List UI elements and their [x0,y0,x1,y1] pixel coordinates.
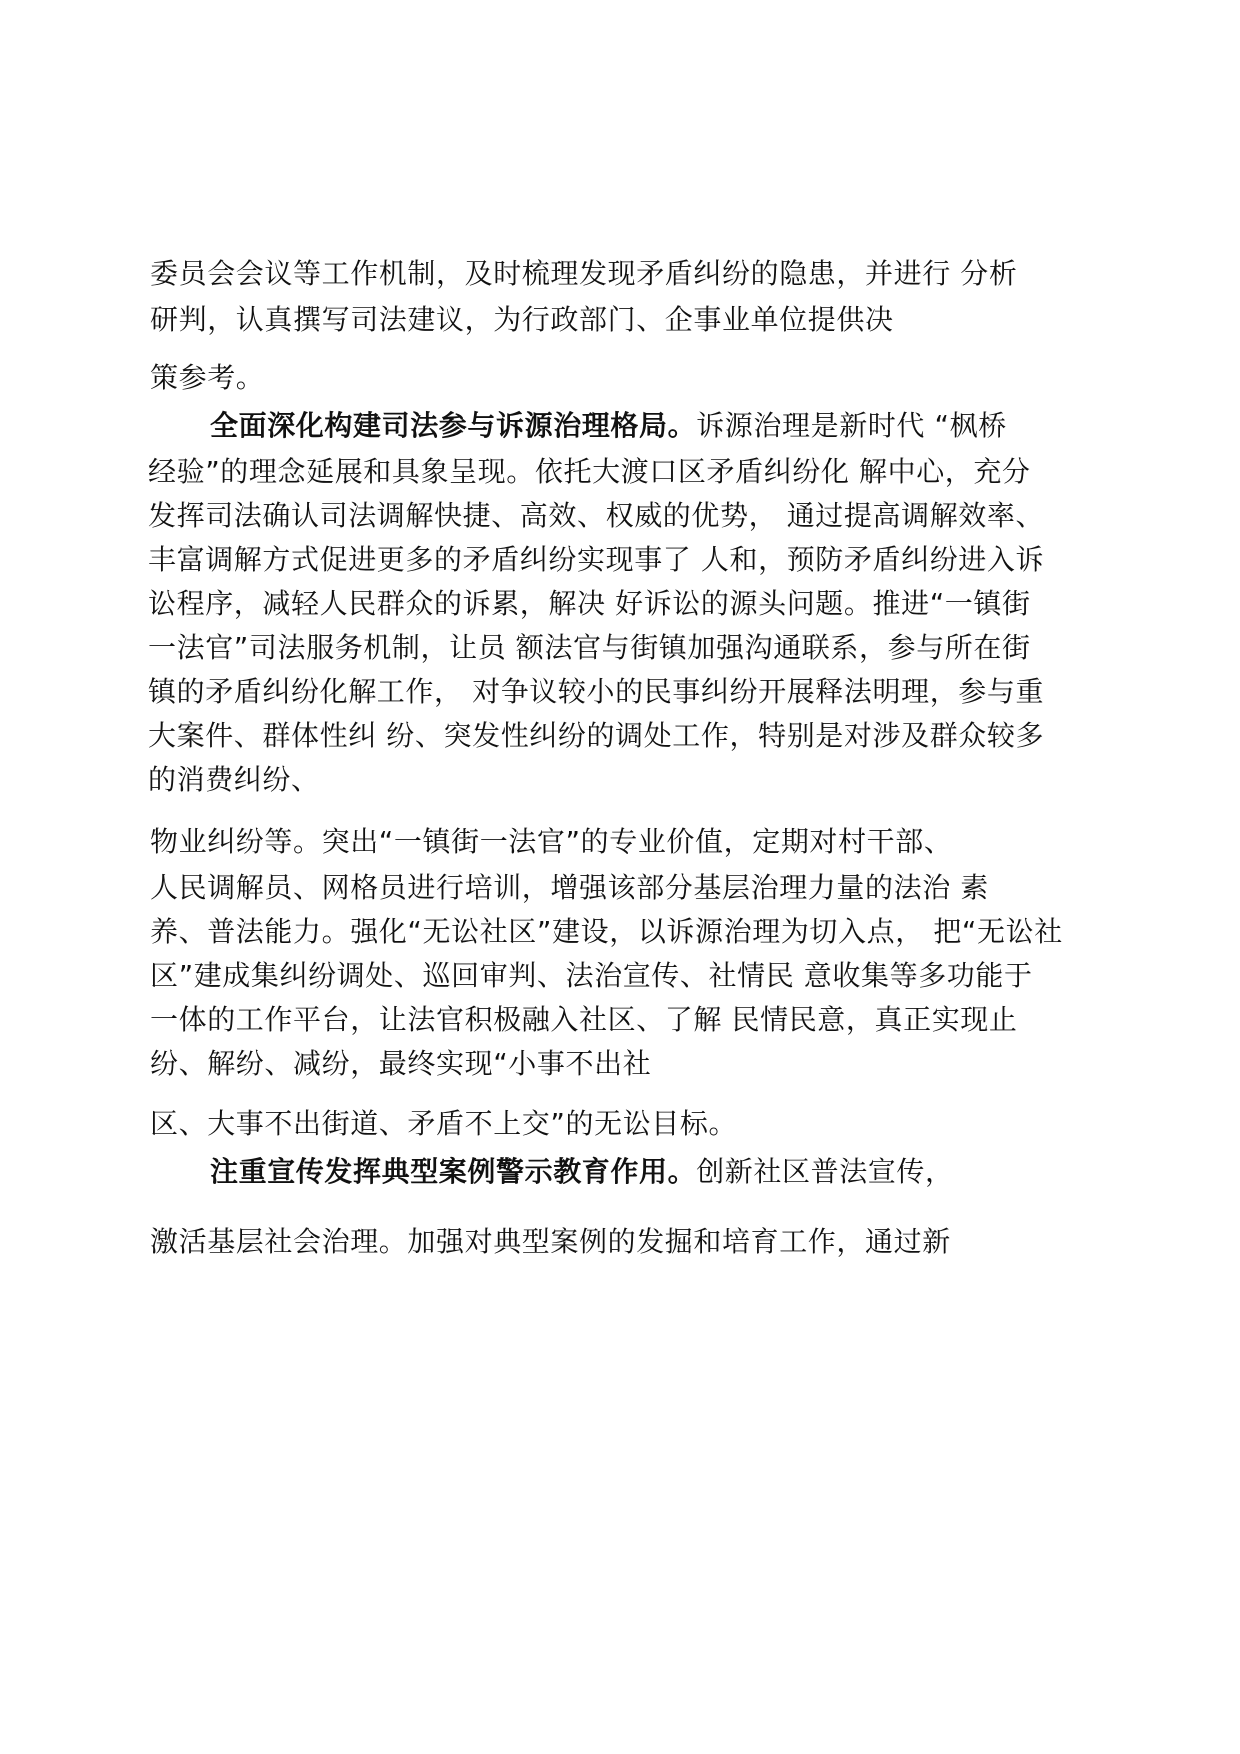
text-line: 一体的工作平台，让法官积极融入社区、了解 民情民意，真正实现止 [150,1003,1018,1036]
text-line: 物业纠纷等。突出“一镇街一法官”的专业价值，定期对村干部、 [150,825,953,858]
text-line: 激活基层社会治理。加强对典型案例的发掘和培育工作，通过新 [150,1225,951,1258]
text-span: 诉源治理是新时代 “枫桥 [696,409,1007,442]
text-line: 讼程序，减轻人民群众的诉累，解决 好诉讼的源头问题。推进“一镇街 [148,587,1031,620]
section-heading: 注重宣传发挥典型案例警示教育作用。 [210,1155,697,1188]
section-heading: 全面深化构建司法参与诉源治理格局。 [210,409,697,442]
text-line: 区、大事不出街道、矛盾不上交”的无讼目标。 [150,1107,738,1140]
text-line: 委员会会议等工作机制，及时梳理发现矛盾纠纷的隐患，并进行 分析 [150,257,1018,290]
text-line: 丰富调解方式促进更多的矛盾纠纷实现事了 人和，预防矛盾纠纷进入诉 [148,543,1045,576]
text-line: 养、普法能力。强化“无讼社区”建设，以诉源治理为切入点， 把“无讼社 [150,915,1063,948]
text-line: 纷、解纷、减纷，最终实现“小事不出社 [150,1047,652,1080]
text-line: 的消费纠纷、 [148,763,320,796]
text-line: 人民调解员、网格员进行培训，增强该部分基层治理力量的法治 素 [150,871,989,904]
text-line: 经验”的理念延展和具象呈现。依托大渡口区矛盾纠纷化 解中心，充分 [148,455,1031,488]
paragraph-line [210,404,1007,448]
text-line: 研判，认真撰写司法建议，为行政部门、企事业单位提供决 [150,303,894,336]
paragraph-line [210,1150,954,1194]
text-span: 创新社区普法宣传， [696,1155,954,1188]
text-line: 镇的矛盾纠纷化解工作， 对争议较小的民事纠纷开展释法明理，参与重 [148,675,1045,708]
text-line: 区”建成集纠纷调处、巡回审判、法治宣传、社情民 意收集等多功能于 [150,959,1033,992]
text-line: 一法官”司法服务机制，让员 额法官与街镇加强沟通联系，参与所在街 [148,631,1031,664]
text-line: 大案件、群体性纠 纷、突发性纠纷的调处工作，特别是对涉及群众较多 [148,719,1045,752]
text-line: 策参考。 [150,361,265,394]
text-line: 发挥司法确认司法调解快捷、高效、权威的优势， 通过提高调解效率、 [148,499,1045,532]
